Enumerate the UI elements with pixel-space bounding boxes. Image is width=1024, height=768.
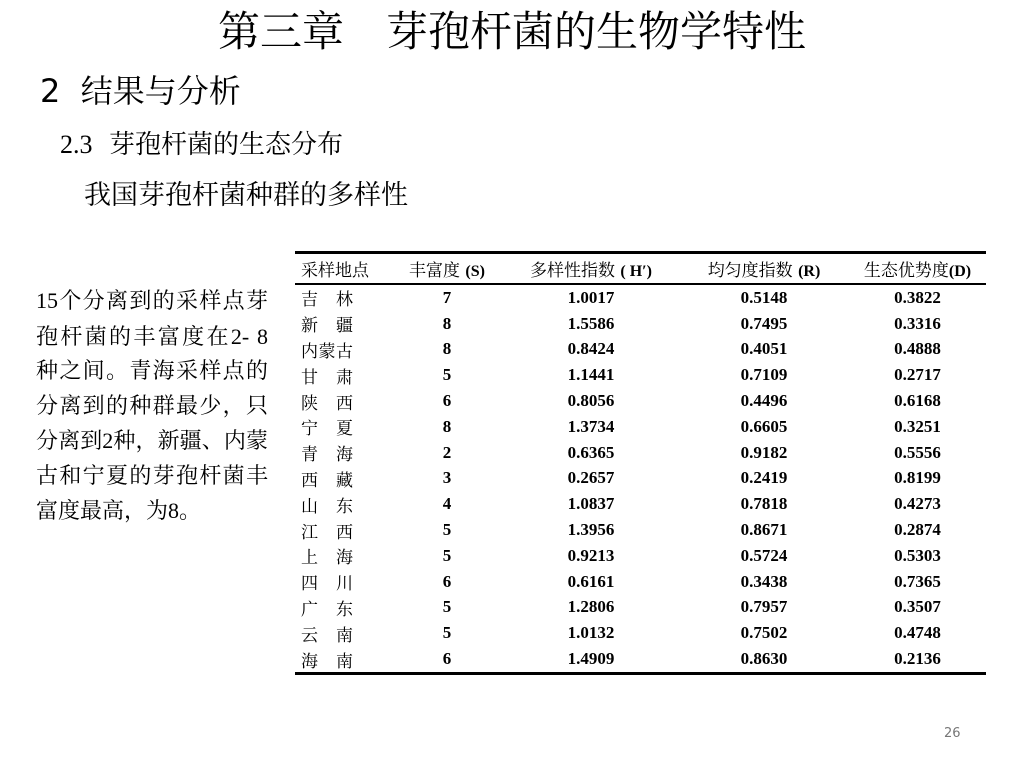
site-cell: 吉 林 [301,290,354,311]
dominance-cell: 0.5303 [894,545,941,565]
header-label: 生态优势度 [863,261,949,281]
subsection-number: 2.3 [60,130,93,159]
site-cell: 西 藏 [301,470,354,491]
note-text-a: 个分离到的采样点芽孢杆菌的丰富度在 [36,289,268,350]
dominance-cell: 0.5556 [894,442,941,462]
site-cell: 四 川 [301,574,354,595]
note-text-b: 种之间。青海采样点的分离到的种群最少，只分离到 [36,359,268,454]
diversity-cell: 1.4909 [503,646,679,673]
table-row [295,620,986,646]
subsection-text: 芽孢杆菌的生态分布 [92,130,344,160]
richness-cell: 6 [391,646,503,673]
evenness-cell: 0.7957 [740,597,788,617]
richness-cell: 6 [442,571,452,591]
table-header-cell [391,253,503,285]
table-row [295,646,986,673]
richness-cell: 6 [442,391,452,411]
richness-cell: 3 [442,468,452,488]
site-cell: 内蒙古 [301,341,354,362]
diversity-cell: 1.3956 [567,520,615,540]
summary-note [36,284,268,530]
richness-cell: 5 [442,545,452,565]
richness-cell: 5 [442,597,452,617]
diversity-cell: 0.8424 [567,339,615,359]
table-header-cell [849,253,986,285]
header-label: 均匀度指数 [707,261,799,281]
richness-cell: 5 [442,623,452,643]
page-number: 26 [944,726,961,741]
richness-cell: 8 [442,416,452,436]
evenness-cell: 0.3438 [740,571,788,591]
evenness-cell: 0.2419 [740,468,788,488]
diversity-cell: 1.5586 [567,313,615,333]
header-label: 采样地点 [301,261,369,281]
richness-cell: 2 [442,442,452,462]
site-cell: 陕 西 [301,393,354,414]
diversity-cell: 0.6365 [567,442,615,462]
table-row [295,362,986,388]
note-range: 2- 8 [230,323,268,349]
topic-heading: 我国芽孢杆菌种群的多样性 [84,180,408,211]
header-label: 多样性指数 [529,261,621,281]
dominance-cell: 0.6168 [894,391,941,411]
header-unit: (S) [465,263,485,280]
evenness-cell: 0.5148 [740,287,788,307]
evenness-cell: 0.6605 [740,416,788,436]
site-cell: 上 海 [301,548,354,569]
note-text-c: 种，新疆、内蒙古和宁夏的芽孢杆菌丰富度最高，为 [36,429,268,524]
note-two: 2 [102,428,114,453]
dominance-cell: 0.3507 [894,597,941,617]
site-cell: 江 西 [301,522,354,543]
header-label: 丰富度 [409,261,466,281]
table-row [295,595,986,621]
evenness-cell: 0.7495 [740,313,788,333]
dominance-cell: 0.4888 [894,339,941,359]
diversity-cell: 1.0017 [567,287,615,307]
dominance-cell: 0.3822 [894,287,941,307]
richness-cell: 5 [442,365,452,385]
diversity-cell: 0.6161 [567,571,615,591]
diversity-cell: 1.0837 [567,494,615,514]
table-body [295,284,986,673]
diversity-cell: 0.2657 [567,468,615,488]
site-cell: 海 南 [295,646,391,673]
site-cell: 甘 肃 [301,367,354,388]
header-unit: ( H′) [620,263,652,280]
evenness-cell: 0.8630 [679,646,849,673]
table-header-row [295,253,986,285]
site-cell: 山 东 [301,496,354,517]
diversity-cell: 1.0132 [567,623,615,643]
dominance-cell: 0.8199 [894,468,941,488]
table-row [295,491,986,517]
note-number: 15 [36,288,58,313]
richness-cell: 5 [442,520,452,540]
site-cell: 云 南 [301,625,354,646]
evenness-cell: 0.7109 [740,365,788,385]
diversity-cell: 0.9213 [567,545,615,565]
richness-cell: 8 [442,313,452,333]
diversity-cell: 0.8056 [567,391,615,411]
table-header-cell [679,253,849,285]
table-row [295,569,986,595]
slide-title: 第三章 芽孢杆菌的生物学特性 [217,7,806,56]
dominance-cell: 0.2136 [849,646,986,673]
evenness-cell: 0.4051 [740,339,788,359]
table-row [295,414,986,440]
table-row [295,440,986,466]
header-unit: (R) [798,263,821,280]
table-header-cell [503,253,679,285]
diversity-cell: 1.1441 [567,365,615,385]
richness-cell: 4 [442,494,452,514]
table-header-cell [295,253,391,285]
diversity-cell: 1.3734 [567,416,615,436]
site-cell: 新 疆 [301,316,354,337]
evenness-cell: 0.7502 [740,623,788,643]
subsection-heading [60,128,343,162]
diversity-cell: 1.2806 [567,597,615,617]
header-unit: (D) [948,263,972,280]
table-row [295,337,986,363]
dominance-cell: 0.3316 [894,313,941,333]
dominance-cell: 0.4748 [894,623,941,643]
note-eight: 8 [168,498,180,523]
dominance-cell: 0.2874 [894,520,941,540]
evenness-cell: 0.4496 [740,391,788,411]
table-row [295,388,986,414]
site-cell: 宁 夏 [301,419,354,440]
evenness-cell: 0.5724 [740,545,788,565]
note-end: 。 [179,499,202,524]
table-row [295,466,986,492]
evenness-cell: 0.9182 [740,442,788,462]
richness-cell: 7 [442,287,452,307]
dominance-cell: 0.2717 [894,365,941,385]
evenness-cell: 0.8671 [740,520,788,540]
table-row [295,311,986,337]
dominance-cell: 0.7365 [894,571,941,591]
dominance-cell: 0.4273 [894,494,941,514]
section-heading: 2 结果与分析 [40,72,241,110]
table-row [295,284,986,311]
dominance-cell: 0.3251 [894,416,941,436]
richness-cell: 8 [442,339,452,359]
site-cell: 青 海 [301,445,354,466]
table-row [295,543,986,569]
evenness-cell: 0.7818 [740,494,788,514]
diversity-table [295,251,986,675]
table-row [295,517,986,543]
site-cell: 广 东 [301,599,354,620]
